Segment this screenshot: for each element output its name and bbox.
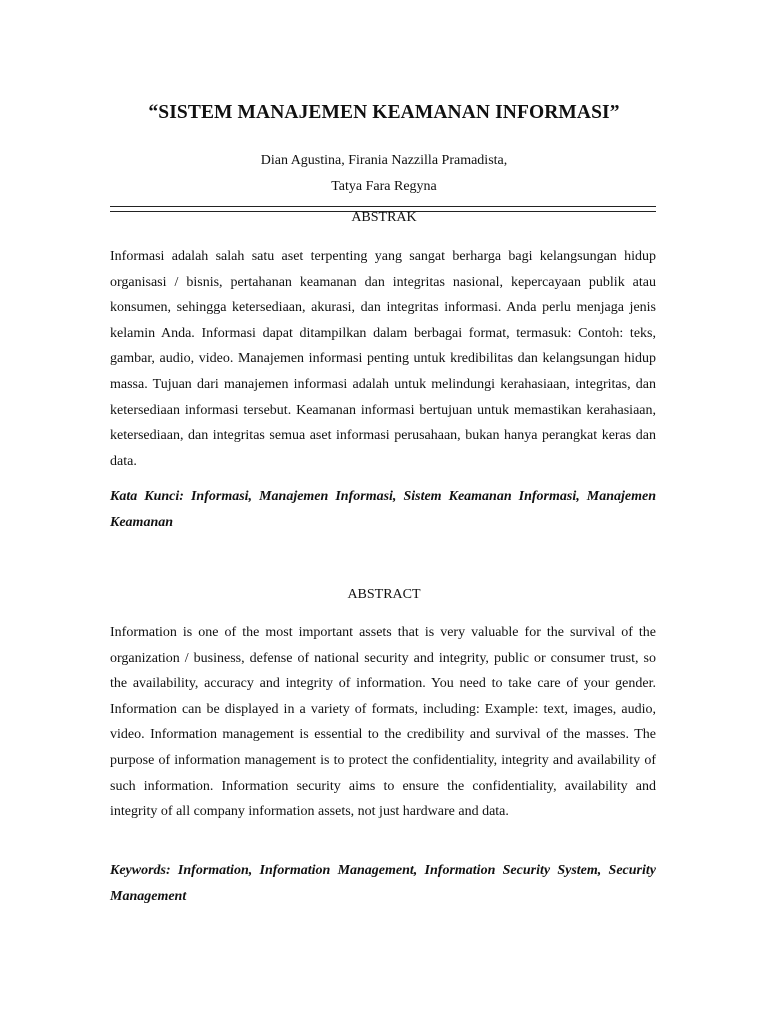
paper-title: “SISTEM MANAJEMEN KEAMANAN INFORMASI” <box>148 102 620 123</box>
abstract-body: Information is one of the most important assets that is very valuable for the survival of the organization / business, defense of national security and integrity, public or consumer trust, so the availability, accuracy and integrity of information. You need to take care of your gender. Information can be displayed in a variety of formats, including: Example: text, images, audio, video. Information management is essential to the credibility and survival of the masses. The purpose of information management is to protect the confidentiality, integrity and availability of such information. Information security aims to ensure the confidentiality, availability and integrity of all company information assets, not just hardware and data. <box>110 625 656 820</box>
abstrak-heading: ABSTRAK <box>351 210 417 225</box>
abstract-keywords: Keywords: Information, Information Management, Information Security System, Security Management <box>110 863 656 904</box>
authors-line-1: Dian Agustina, Firania Nazzilla Pramadista, <box>260 153 508 168</box>
abstrak-keywords: Kata Kunci: Informasi, Manajemen Informasi, Sistem Keamanan Informasi, Manajemen Keamanan <box>110 489 656 530</box>
abstrak-body: Informasi adalah salah satu aset terpenting yang sangat berharga bagi kelangsungan hidup organisasi / bisnis, pertahanan keamanan dan integritas nasional, kepercayaan publik atau konsumen, sehingga ketersediaan, akurasi, dan integritas informasi. Anda perlu menjaga jenis kelamin Anda. Informasi dapat ditampilkan dalam berbagai format, termasuk: Contoh: teks, gambar, audio, video. Manajemen informasi penting untuk kredibilitas dan kelangsungan hidup massa. Tujuan dari manajemen informasi adalah untuk melindungi kerahasiaan, integritas, dan ketersediaan informasi tersebut. Keamanan informasi bertujuan untuk memastikan kerahasiaan, ketersediaan, dan integritas semua aset informasi perusahaan, bukan hanya perangkat keras dan data. <box>110 249 656 469</box>
authors-line-2: Tatya Fara Regyna <box>331 179 437 194</box>
abstract-heading: ABSTRACT <box>347 587 421 602</box>
author-list <box>110 148 658 200</box>
header-divider-top <box>110 206 656 207</box>
